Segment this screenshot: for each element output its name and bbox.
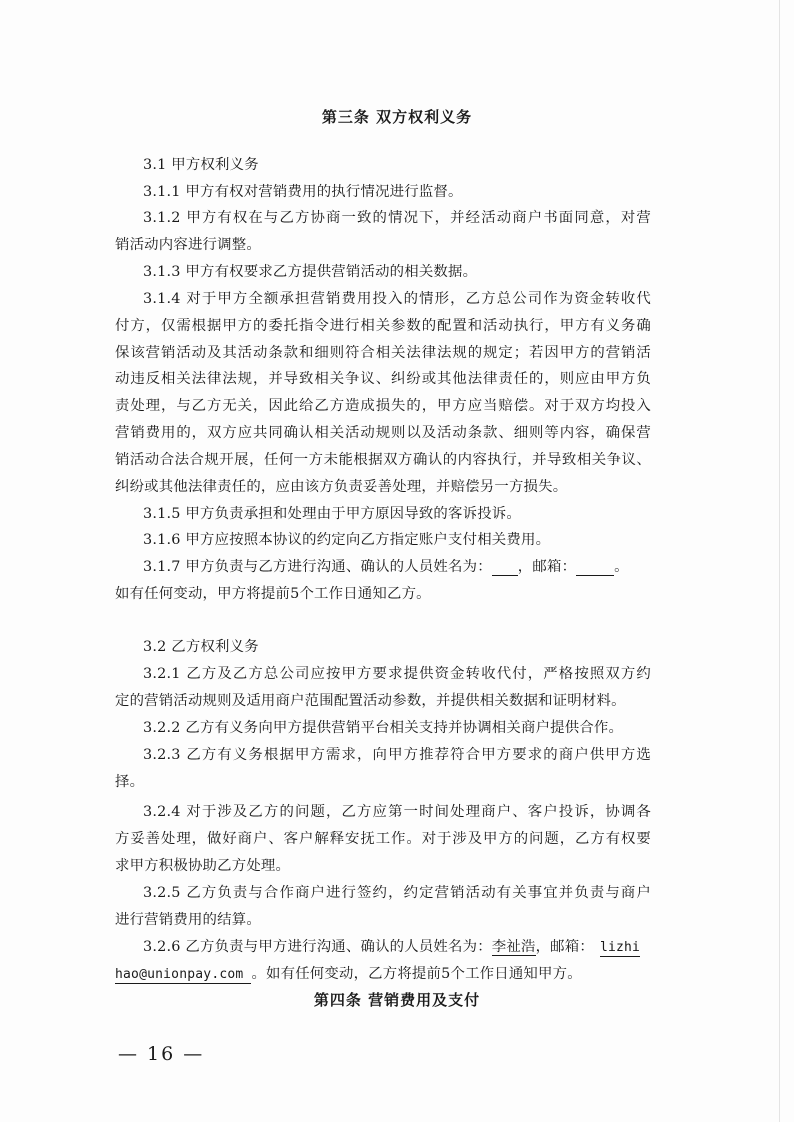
clause-3-1-4-line-2: 付方，仅需根据甲方的委托指令进行相关参数的配置和活动执行，甲方有义务确 — [115, 318, 651, 334]
contact-name-filled: 李祉浩 — [491, 939, 536, 955]
clause-3-1-3: 3.1.3 甲方有权要求乙方提供营销活动的相关数据。 — [143, 264, 478, 280]
clause-3-2-6-tail: 。如有任何变动，乙方将提前5个工作日通知甲方。 — [251, 966, 582, 982]
subsection-3-1-heading: 3.1 甲方权利义务 — [143, 157, 259, 173]
contact-email-part-2: hao@unionpay.com — [115, 967, 251, 984]
clause-3-2-6-lead: 3.2.6 乙方负责与甲方进行沟通、确认的人员姓名为： — [143, 939, 492, 955]
contact-email-blank — [576, 559, 614, 576]
clause-3-1-4-line-8: 纠纷或其他法律责任的，应由该方负责妥善处理，并赔偿另一方损失。 — [115, 479, 568, 495]
clause-3-2-1-line-1: 3.2.1 乙方及乙方总公司应按甲方要求提供资金转收代付，严格按照双方约 — [143, 666, 651, 682]
page-number: — 16 — — [118, 1043, 205, 1065]
clause-3-1-4-line-4: 动违反相关法律法规，并导致相关争议、纠纷或其他法律责任的，则应由甲方负 — [115, 371, 651, 387]
clause-3-1-2-line-2: 销活动内容进行调整。 — [115, 237, 261, 253]
clause-3-2-6-line-2 — [115, 965, 651, 984]
clause-3-1-7-line-2: 如有任何变动，甲方将提前5个工作日通知乙方。 — [115, 586, 431, 602]
section-3-title: 第三条 双方权利义务 — [321, 108, 473, 126]
clause-3-1-4-line-5: 责处理，与乙方无关，因此给乙方造成损失的，甲方应当赔偿。对于双方均投入 — [115, 398, 651, 414]
clause-3-1-7-line-1 — [143, 558, 651, 576]
clause-3-2-6-mid: ，邮箱： — [535, 939, 594, 955]
clause-3-1-1: 3.1.1 甲方有权对营销费用的执行情况进行监督。 — [143, 184, 463, 200]
clause-3-1-4-line-7: 销活动合法合规开展，任何一方未能根据双方确认的内容执行，并导致相关争议、 — [115, 452, 651, 468]
clause-3-2-1-line-2: 定的营销活动规则及适用商户范围配置活动参数，并提供相关数据和证明材料。 — [115, 693, 626, 709]
contact-email-part-1: lizhi — [599, 940, 641, 955]
clause-3-1-5: 3.1.5 甲方负责承担和处理由于甲方原因导致的客诉投诉。 — [143, 506, 521, 522]
clause-3-1-7-end: 。 — [614, 559, 629, 575]
clause-3-2-5-line-1: 3.2.5 乙方负责与合作商户进行签约，约定营销活动有关事宜并负责与商户 — [143, 885, 651, 901]
clause-3-2-4-line-3: 求甲方积极协助乙方处理。 — [115, 858, 291, 874]
clause-3-1-2-line-1: 3.1.2 甲方有权在与乙方协商一致的情况下，并经活动商户书面同意，对营 — [143, 210, 651, 226]
clause-3-2-3-line-1: 3.2.3 乙方有义务根据甲方需求，向甲方推荐符合甲方要求的商户供甲方选 — [143, 747, 651, 763]
scan-edge-line — [779, 0, 780, 1122]
subsection-3-2-heading: 3.2 乙方权利义务 — [143, 639, 259, 655]
clause-3-1-4-line-3: 保该营销活动及其活动条款和细则符合相关法律法规的规定；若因甲方的营销活 — [115, 345, 651, 361]
clause-3-1-7-lead: 3.1.7 甲方负责与乙方进行沟通、确认的人员姓名为： — [143, 559, 492, 575]
clause-3-2-3-line-2: 择。 — [115, 774, 145, 790]
clause-3-2-4-line-1: 3.2.4 对于涉及乙方的问题，乙方应第一时间处理商户、客户投诉，协调各 — [143, 804, 651, 820]
clause-3-2-6-line-1 — [143, 938, 651, 957]
clause-3-1-4-line-6: 营销费用的，双方应共同确认相关活动规则以及活动条款、细则等内容，确保营 — [115, 425, 651, 441]
clause-3-1-7-mid: ，邮箱： — [517, 559, 577, 575]
contact-name-blank — [492, 559, 518, 576]
section-4-title: 第四条 营销费用及支付 — [313, 991, 481, 1009]
clause-3-2-2: 3.2.2 乙方有义务向甲方提供营销平台相关支持并协调相关商户提供合作。 — [143, 720, 624, 736]
clause-3-2-5-line-2: 进行营销费用的结算。 — [115, 912, 261, 928]
clause-3-1-4-line-1: 3.1.4 对于甲方全额承担营销费用投入的情形，乙方总公司作为资金转收代 — [143, 291, 651, 307]
clause-3-1-6: 3.1.6 甲方应按照本协议的约定向乙方指定账户支付相关费用。 — [143, 532, 551, 548]
clause-3-2-4-line-2: 方妥善处理，做好商户、客户解释安抚工作。对于涉及甲方的问题，乙方有权要 — [115, 831, 651, 847]
